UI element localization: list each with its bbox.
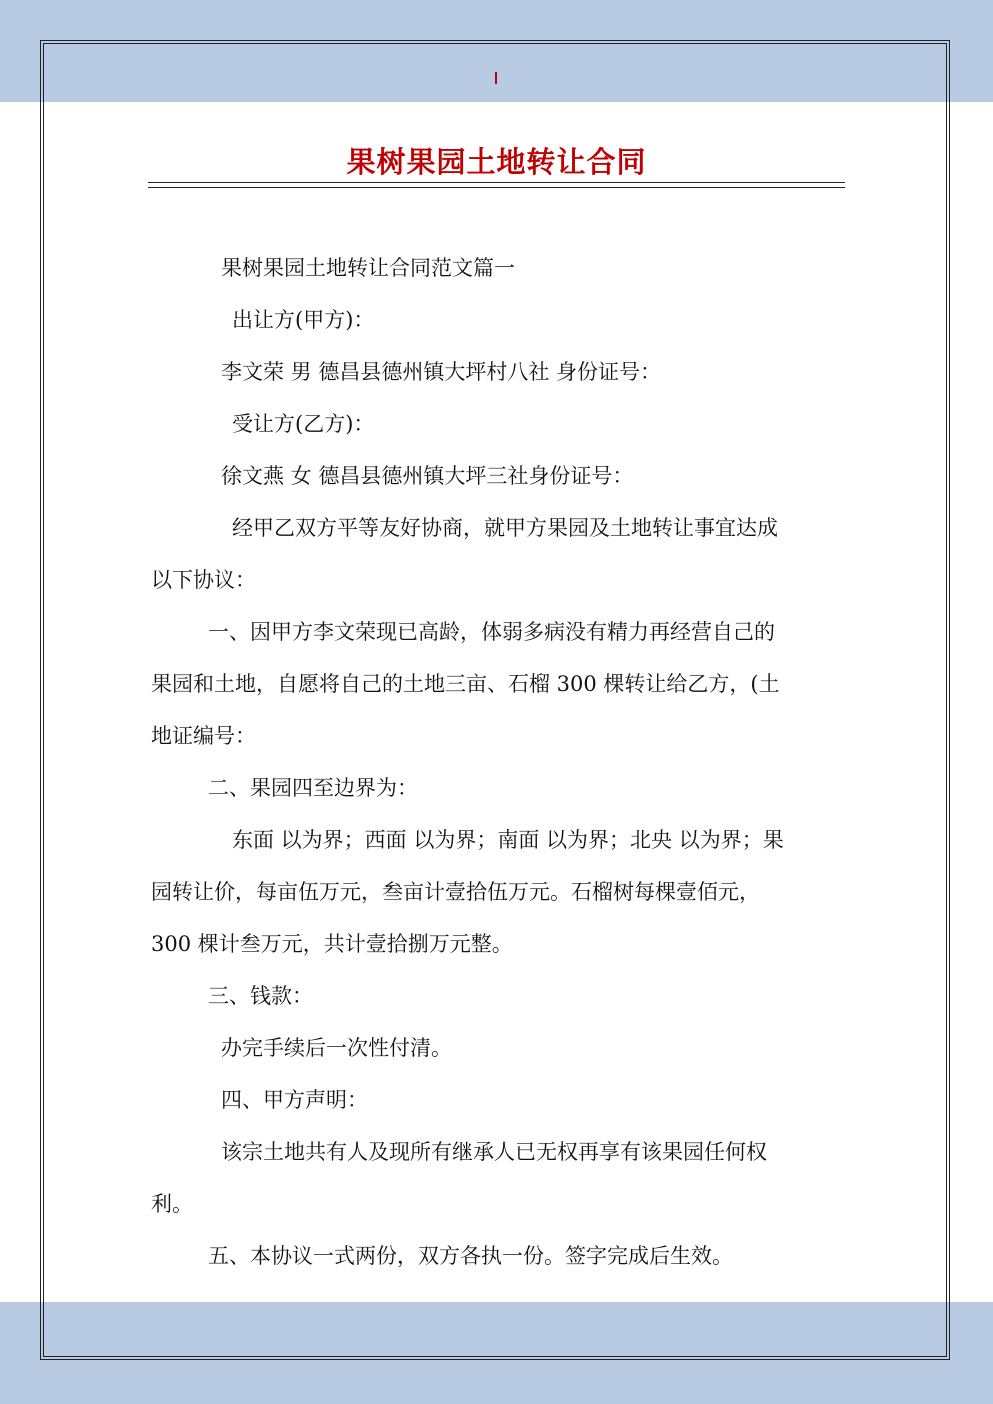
transferee-info: 徐文燕 女 德昌县德州镇大坪三社身份证号： xyxy=(221,464,634,488)
title-rule-top xyxy=(148,182,845,183)
clause-1-line-1: 一、因甲方李文荣现已高龄，体弱多病没有精力再经营自己的 xyxy=(208,620,775,644)
clause-4-line-1: 该宗土地共有人及现所有继承人已无权再享有该果园任何权 xyxy=(221,1140,767,1164)
clause-2-heading: 二、果园四至边界为： xyxy=(208,776,418,800)
clause-2-line-2: 园转让价，每亩伍万元，叁亩计壹拾伍万元。石榴树每棵壹佰元， xyxy=(151,880,760,904)
paragraph-heading: 果树果园土地转让合同范文篇一 xyxy=(221,256,515,280)
clause-2-line-1: 东面 以为界；西面 以为界；南面 以为界；北央 以为界；果 xyxy=(232,828,784,852)
intro-line-1: 经甲乙双方平等友好协商，就甲方果园及土地转让事宜达成 xyxy=(232,516,778,540)
header-mark xyxy=(495,72,497,84)
document-title: 果树果园土地转让合同 xyxy=(346,145,647,179)
clause-4-line-2: 利。 xyxy=(151,1192,193,1216)
clause-3-text: 办完手续后一次性付清。 xyxy=(221,1036,452,1060)
clause-1-line-2: 果园和土地，自愿将自己的土地三亩、石榴 300 棵转让给乙方，(土 xyxy=(151,672,780,696)
transferee-label: 受让方(乙方)： xyxy=(232,412,375,436)
title-rule-bottom xyxy=(148,187,845,188)
transferor-label: 出让方(甲方)： xyxy=(232,308,375,332)
clause-5-text: 五、本协议一式两份，双方各执一份。签字完成后生效。 xyxy=(208,1244,733,1268)
clause-3-heading: 三、钱款： xyxy=(208,984,313,1008)
clause-2-line-3: 300 棵计叁万元，共计壹拾捌万元整。 xyxy=(151,932,513,956)
clause-1-line-3: 地证编号： xyxy=(151,724,256,748)
intro-line-2: 以下协议： xyxy=(151,568,256,592)
clause-4-heading: 四、甲方声明： xyxy=(221,1088,368,1112)
transferor-info: 李文荣 男 德昌县德州镇大坪村八社 身份证号： xyxy=(221,360,662,384)
